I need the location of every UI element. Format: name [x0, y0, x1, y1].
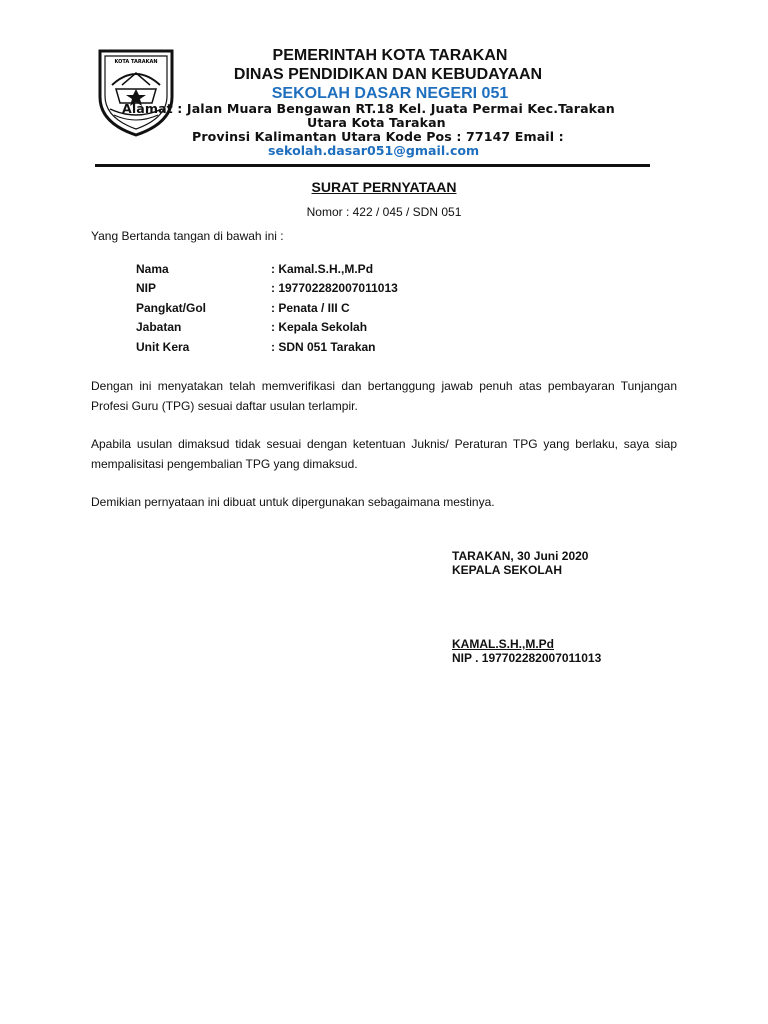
letterhead-department: DINAS PENDIDIKAN DAN KEBUDAYAAN: [233, 66, 543, 83]
signature-position: KEPALA SEKOLAH: [452, 563, 563, 577]
signature-place-date: TARAKAN, 30 Juni 2020: [452, 549, 589, 563]
letterhead-divider: [95, 164, 650, 167]
identity-value: : SDN 051 Tarakan: [271, 339, 376, 354]
identity-value: : Kamal.S.H.,M.Pd: [271, 262, 374, 276]
letterhead-address-line3: Provinsi Kalimantan Utara Kode Pos : 77147 Email :: [192, 129, 564, 144]
intro-text: Yang Bertanda tangan di bawah ini :: [91, 229, 284, 243]
svg-text:KOTA TARAKAN: KOTA TARAKAN: [114, 59, 158, 65]
letterhead-school: SEKOLAH DASAR NEGERI 051: [271, 85, 509, 102]
document-title: [0, 179, 768, 195]
identity-value: : Kepala Sekolah: [271, 320, 368, 335]
letterhead-government: PEMERINTAH KOTA TARAKAN: [272, 47, 508, 64]
identity-label: Unit Kera: [136, 339, 190, 354]
letterhead-address-line2: Utara Kota Tarakan: [307, 115, 446, 130]
letterhead-address-line1: Alamat : Jalan Muara Bengawan RT.18 Kel. Juata Permai Kec.Tarakan: [122, 101, 615, 116]
signature-name: KAMAL.S.H.,M.Pd: [452, 637, 554, 651]
statement-paragraph-1: Dengan ini menyatakan telah memverifikasi dan bertanggung jawab penuh atas pembayaran Tunjangan Profesi Guru (TPG) sesuai daftar usulan terlampir.: [91, 379, 677, 413]
identity-label: Nama: [136, 262, 169, 276]
identity-value: : 197702282007011013: [271, 281, 398, 296]
letterhead-email: sekolah.dasar051@gmail.com: [268, 143, 480, 158]
identity-label: NIP: [136, 281, 157, 296]
identity-value: : Penata / III C: [271, 300, 350, 315]
identity-label: Pangkat/Gol: [136, 300, 207, 315]
identity-label: Jabatan: [136, 320, 182, 335]
document-number: Nomor : 422 / 045 / SDN 051: [306, 205, 462, 219]
closing-paragraph: Demikian pernyataan ini dibuat untuk dipergunakan sebagaimana mestinya.: [91, 495, 495, 509]
signature-nip: NIP . 197702282007011013: [452, 651, 602, 665]
document-title-text: SURAT PERNYATAAN: [311, 179, 457, 195]
statement-paragraph-2: Apabila usulan dimaksud tidak sesuai dengan ketentuan Juknis/ Peraturan TPG yang berlaku, saya siap mempalisitasi pengembalian TPG yang dimaksud.: [91, 437, 677, 471]
